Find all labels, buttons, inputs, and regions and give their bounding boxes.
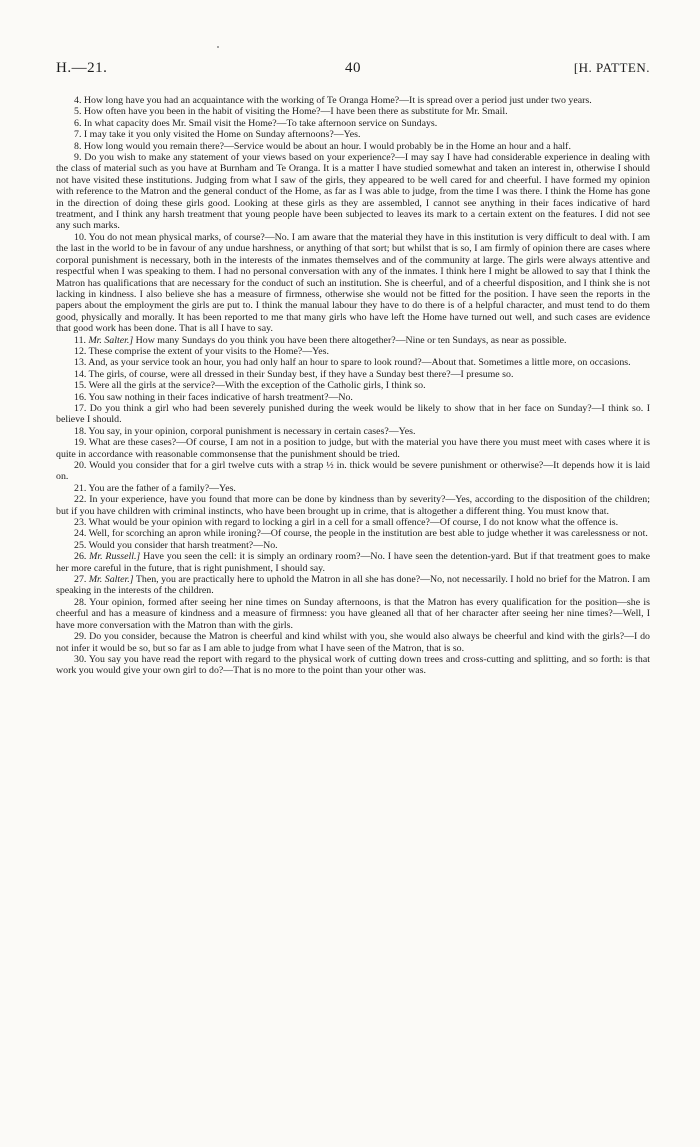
question-text: How many Sundays do you think you have been there altogether?—Nine or ten Sundays, as near as possible.: [133, 334, 567, 346]
testimony-paragraph: [56, 574, 650, 597]
testimony-paragraph: [56, 551, 650, 574]
testimony-paragraph: 21. You are the father of a family?—Yes.: [74, 482, 236, 494]
testimony-paragraph: 20. Would you consider that for a girl twelve cuts with a strap ½ in. thick would be severe punishment or otherwise?—It depends how it is laid on.: [56, 460, 650, 483]
testimony-paragraph: 16. You saw nothing in their faces indicative of harsh treatment?—No.: [74, 391, 353, 403]
testimony-paragraph: 9. Do you wish to make any statement of your views based on your experience?—I may say I have had considerable experience in dealing with the class of material such as you have at Burnham and Te Oranga. It is a matter I have studied somewhat and taken an interest in, otherwise I should not have visited these institutions. Judging from what I saw of the girls, they appeared to be well cared for and cheerful. I have formed my opinion with reference to the Matron and the general conduct of the Home, as far as I was able to judge, from the time I was there. I think the Home has gone in the direction of doing these girls good. Looking at these girls as they are assembled, I cannot see anything in their faces indicative of hard treatment, and I think any harsh treatment that young people have been subjected to leaves its mark to a certain extent on the features. I did not see any such marks.: [56, 152, 650, 232]
testimony-paragraph: 23. What would be your opinion with regard to locking a girl in a cell for a small offence?—Of course, I do not know what the offence is.: [74, 517, 619, 529]
testimony-paragraph: 30. You say you have read the report with regard to the physical work of cutting down trees and cross-cutting and splitting, and so forth: is that work you would give your own girl to do?—That is no more to the point than your other was.: [56, 653, 650, 677]
testimony-paragraph: 25. Would you consider that harsh treatment?—No.: [74, 539, 278, 551]
testimony-paragraph: 15. Were all the girls at the service?—With the exception of the Catholic girls, I think so.: [74, 380, 426, 392]
testimony-paragraph: 29. Do you consider, because the Matron is cheerful and kind whilst with you, she would also always be cheerful and kind with the girls?—I do not infer it would be so, but so far as I am able to judge from what I have seen of the Matron, that is so.: [56, 631, 650, 654]
speaker-label: Mr. Salter.]: [88, 334, 134, 346]
testimony-paragraph: 8. How long would you remain there?—Service would be about an hour. I would probably be in the Home an hour and a half.: [74, 140, 571, 152]
question-number: 27.: [74, 574, 89, 586]
testimony-paragraph: 4. How long have you had an acquaintance with the working of Te Oranga Home?—It is spread over a period just under two years.: [74, 95, 592, 106]
testimony-paragraph: 18. You say, in your opinion, corporal punishment is necessary in certain cases?—Yes.: [74, 425, 416, 437]
page-header: [56, 60, 650, 82]
testimony-paragraph: 24. Well, for scorching an apron while ironing?—Of course, the people in the institution are best able to judge whether it was carelessness or not.: [74, 528, 648, 540]
testimony-paragraph: 19. What are these cases?—Of course, I am not in a position to judge, but with the material you have there you must meet with cases where it is quite in accordance with reasonable commonsense that the punishment should be tried.: [56, 437, 650, 460]
testimony-paragraph: 28. Your opinion, formed after seeing her nine times on Sunday afternoons, is that the Matron has every qualification for the position—she is cheerful and has a measure of kindness and a measure of firmness: you have gleaned all that of her character after seeing her nine times?—Well, I have more conversation with the Matron than with the girls.: [56, 596, 650, 631]
report-reference: H.—21.: [56, 60, 108, 76]
question-number: 11.: [74, 334, 89, 346]
page-number: 40: [345, 60, 361, 76]
speaker-label: Mr. Russell.]: [89, 551, 141, 563]
testimony-paragraph: 5. How often have you been in the habit of visiting the Home?—I have been there as substitute for Mr. Smail.: [74, 106, 508, 118]
testimony-paragraph: 10. You do not mean physical marks, of course?—No. I am aware that the material they have in this institution is very difficult to deal with. I am the last in the world to be in favour of any undue harshness, or anything of that sort; but whilst that is so, I am firmly of opinion there are cases where corporal punishment is necessary, both in the interests of the inmates themselves and of the community at large. The girls were always attentive and respectful when I was speaking to them. I had no personal conversation with any of the inmates. I think here I might be allowed to say that I think the Matron has qualifications that are necessary for the conduct of such an institution. She is cheerful, and of a cheerful disposition, and I think she is not lacking in kindness. I also believe she has a measure of firmness, otherwise she would not be fitted for the position. I have seen the reports in the papers about the employment the girls are put to. I think the manual labour they have to do there is of a helpful character, and must tend to do them good, physically and morally. It has been reported to me that many girls who have left the Home have turned out well, and such cases are evidence that good work has been done. That is all I have to say.: [56, 231, 650, 335]
testimony-paragraph: 17. Do you think a girl who had been severely punished during the week would be likely to show that in her face on Sunday?—I think so. I believe I should.: [56, 402, 650, 426]
question-text: Then, you are practically here to uphold the Matron in all she has done?—No, not necessarily. I hold no brief for the Matron. I am speaking in the interests of the children.: [56, 574, 650, 597]
testimony-paragraph: 13. And, as your service took an hour, you had only half an hour to spare to look round?—About that. Sometimes a little more, on occasions.: [74, 357, 631, 369]
testimony-body: [56, 95, 650, 677]
testimony-paragraph: 14. The girls, of course, were all dressed in their Sunday best, if they have a Sunday best there?—I presume so.: [74, 368, 514, 380]
question-number: 26.: [74, 551, 90, 563]
speck-mark: [217, 46, 219, 48]
testimony-paragraph: 12. These comprise the extent of your visits to the Home?—Yes.: [74, 345, 329, 357]
testimony-paragraph: 7. I may take it you only visited the Home on Sunday afternoons?—Yes.: [74, 129, 361, 141]
witness-name: [H. PATTEN.: [573, 60, 650, 75]
testimony-paragraph: 6. In what capacity does Mr. Smail visit the Home?—To take afternoon service on Sundays.: [74, 117, 438, 129]
speaker-label: Mr. Salter.]: [88, 574, 134, 586]
testimony-paragraph: 22. In your experience, have you found that more can be done by kindness than by severity?—Yes, according to the disposition of the children; but if you have children with criminal instincts, who have been brought up in crime, that is altogether a different thing. You must know that.: [56, 494, 650, 517]
question-text: Have you seen the cell: it is simply an ordinary room?—No. I have seen the detention-yard. But if that treatment goes to make her more careful in the future, that is right punishment, I should say.: [56, 551, 651, 574]
testimony-paragraph: [56, 335, 650, 346]
